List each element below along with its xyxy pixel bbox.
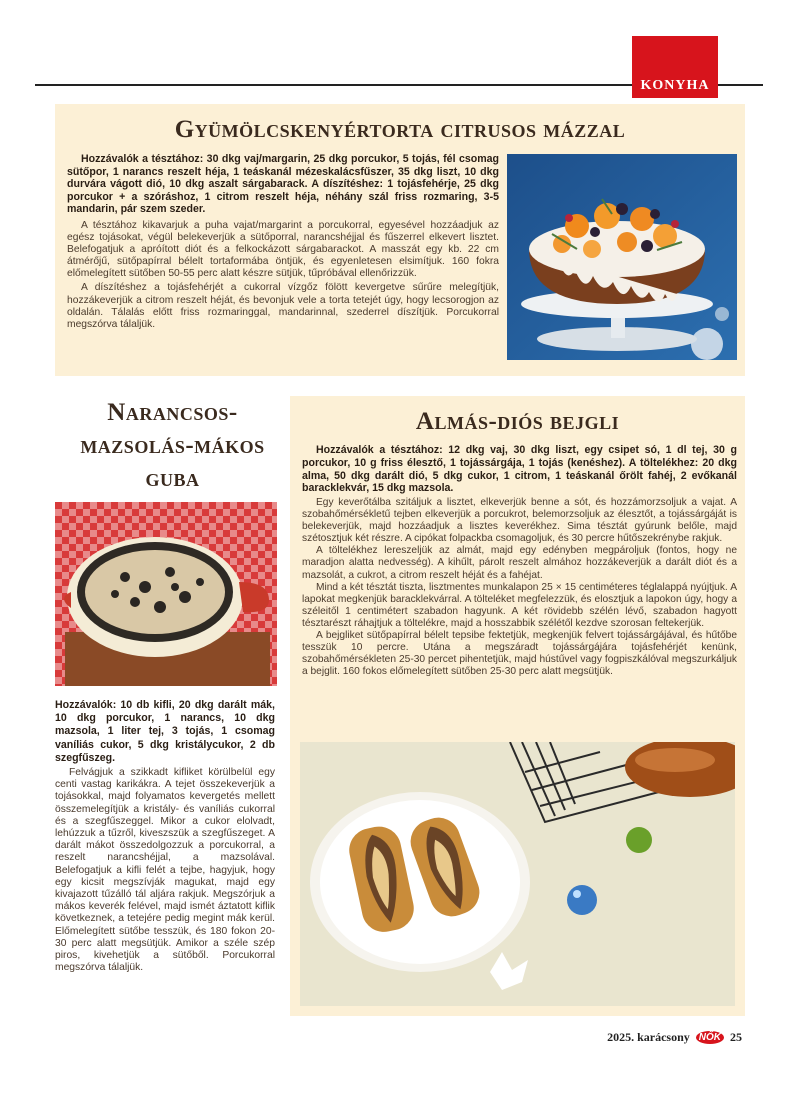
recipe3-paragraph: A töltelékhez lereszeljük az almát, majd egy edényben megpároljuk (fontos, hogy ne maradjon alatta nedvesség). A kihűlt, párolt reszelt almához hozzákeverjük a darált diót és a mazsolát, a cukrot, a citrom reszelt héját és a fahéjat. [302, 545, 737, 581]
recipe3-paragraph: Egy keverőtálba szitáljuk a lisztet, elkeverjük benne a sót, és hozzámorzsoljuk a vajat. A szobahőmérsékletű tejben elkeverjük a porcukrot, belemorzsoljuk az élesztőt, a tojássárgáját is belekeverjük, majd hozzáadjuk a lisztes keverékhez. Sima tésztát gyúrunk belőle, majd szétosztjuk két részre. A cipókat folpackba csomagoljuk, és 30 percre hűtőszekrénybe rakjuk. [302, 497, 737, 545]
recipe3-card [290, 396, 745, 1016]
guba-photo [55, 502, 277, 686]
recipe1-title: Gyümölcskenyértorta citrusos mázzal [174, 116, 626, 143]
recipe1-ingredients: Hozzávalók a tésztához: 30 dkg vaj/margarin, 25 dkg porcukor, 5 tojás, fél csomag sütőpor, 1 narancs reszelt héja, 1 teáskanál mézeskalácsfűszer, 35 dkg liszt, 10 dkg durvára vágott dió, 10 dkg aszalt sárgabarack. A díszítéshez: 1 tojásfehérje, 25 dkg porcukor + a szóráshoz, 1 citrom reszelt héja, néhány szál friss rozmaring, 3-5 mandarin, pár szem szeder. [67, 153, 499, 215]
recipe2-title [55, 396, 290, 495]
magazine-logo: NŐK [696, 1031, 724, 1044]
recipe1-card [55, 104, 745, 376]
recipe1-paragraph: A díszítéshez a tojásfehérjét a cukorral vízgőz fölött kevergetve sűrűre melegítjük, hozzákeverjük a citrom reszelt héját, és bevonjuk vele a torta tetejét úgy, hogy lecsorogjon az oldalán. Tálalás előtt friss rozmaringgal, mandarinnal, szederrel díszítjük. Porcukorral megszórva tálaljük. [67, 282, 499, 330]
page-footer [607, 1030, 742, 1045]
recipe2-body [55, 767, 275, 974]
recipe2-paragraph: Felvágjuk a szikkadt kifliket körülbelül egy centi vastag karikákra. A tejet összekeverjük a tojásokkal, majd folyamatos kevergetés mellett összemelegítjük a kristály- és vaníliás cukorral és a szegfűszeggel. Mikor a cukor elolvadt, lehúzzuk a tűzről, kiveszszük a szegfűszeget. A darált mákot összedolgozzuk a porcukorral, a reszelt narancshéjjal, a mazsolával. Belefogatjuk a kifli felét a tejbe, hagyjuk, hogy egy kicsit megszívják magukat, majd egy kivajazott tűzálló tál aljára rakjuk. Megszórjuk a mákos keverék felével, majd ismét áztatott kiflik következnek, a tetejére pedig megint mák kerül. Előmelegített sütőbe tesszük, és 180 fokon 20-30 perc alatt megsütjük. Amikor a széle szép piros, kivehetjük a sütőből. Porcukorral megszórva tálaljük. [55, 767, 275, 974]
issue-label: 2025. karácsony [607, 1030, 690, 1044]
recipe2-ingredients: Hozzávalók: 10 db kifli, 20 dkg darált mák, 10 dkg porcukor, 1 narancs, 10 dkg mazsola, 1 liter tej, 3 tojás, 1 csomag vaníliás cukor, 5 dkg kristálycukor, 2 db szegfűszeg. [55, 699, 275, 764]
recipe2-title-line: Narancsos- [107, 399, 238, 426]
recipe2-title-line: mazsolás-mákos [80, 432, 265, 459]
page-number: 25 [730, 1030, 742, 1044]
recipe3-title: Almás-diós bejgli [415, 408, 620, 435]
recipe1-body [67, 220, 499, 331]
section-label: KONYHA [632, 36, 718, 98]
recipe3-body [302, 497, 737, 678]
recipe2-title-line: guba [145, 465, 200, 492]
recipe3-ingredients: Hozzávalók a tésztához: 12 dkg vaj, 30 dkg liszt, egy csipet só, 1 dl tej, 30 g porcukor, 10 g friss élesztő, 1 tojássárgája, 1 tojás (kenéshez). A töltelékhez: 20 dkg alma, 50 dkg darált dió, 5 dkg cukor, 1 citrom, 1 teáskanál őrölt fahéj, 2 evőkanál baracklekvár, 15 dkg mazsola. [302, 444, 737, 495]
recipe1-paragraph: A tésztához kikavarjuk a puha vajat/margarint a porcukorral, egyesével hozzáadjuk az egész tojásokat, végül belekeverjük a sütőporral, narancshéjjal és fűszerrel elkevert lisztet. Belefogatjuk a apróított diót és a felkockázott sárgabarackot. A masszát egy kb. 22 cm átmérőjű, sütőpapírral bélelt tortaformába öntjük, és egyenletesen elsimítjuk. 160 fokra előmelegített sütőben 50-55 perc alatt készre sütjük, tűpróbával ellenőrizzük. [67, 220, 499, 280]
cake-photo [507, 154, 737, 360]
bejgli-photo [300, 742, 735, 1006]
recipe3-paragraph: A bejgliket sütőpapírral bélelt tepsibe fektetjük, megkenjük felvert tojássárgájával, és hűtőbe tesszük 10 percre. Utána a megszáradt tojássárgájára tojásfehérjét kenünk, szobahőmérsékleten 25-30 percet pihentetjük, majd hústűvel vagy fogpiszkálóval megszurkáljuk a bejglit. 160 fokos előmelegített sütőben 25-30 perc alatt megsütjük. [302, 630, 737, 678]
recipe3-paragraph: Mind a két tésztát tiszta, lisztmentes munkalapon 25 × 15 centiméteres téglalappá nyújtjuk. A lapokat megkenjük baracklekvárral. A tölteléket megfelezzük, és elosztjuk a lapokon úgy, hogy a széleitől 1 centimétert szabadon hagyunk. A két rövidebb szélén lévő, szabadon hagyott tésztarészt ráhajtjuk a töltelékre, majd a hosszabbik szélétől kezdve szorosan feltekerjük. [302, 581, 737, 629]
